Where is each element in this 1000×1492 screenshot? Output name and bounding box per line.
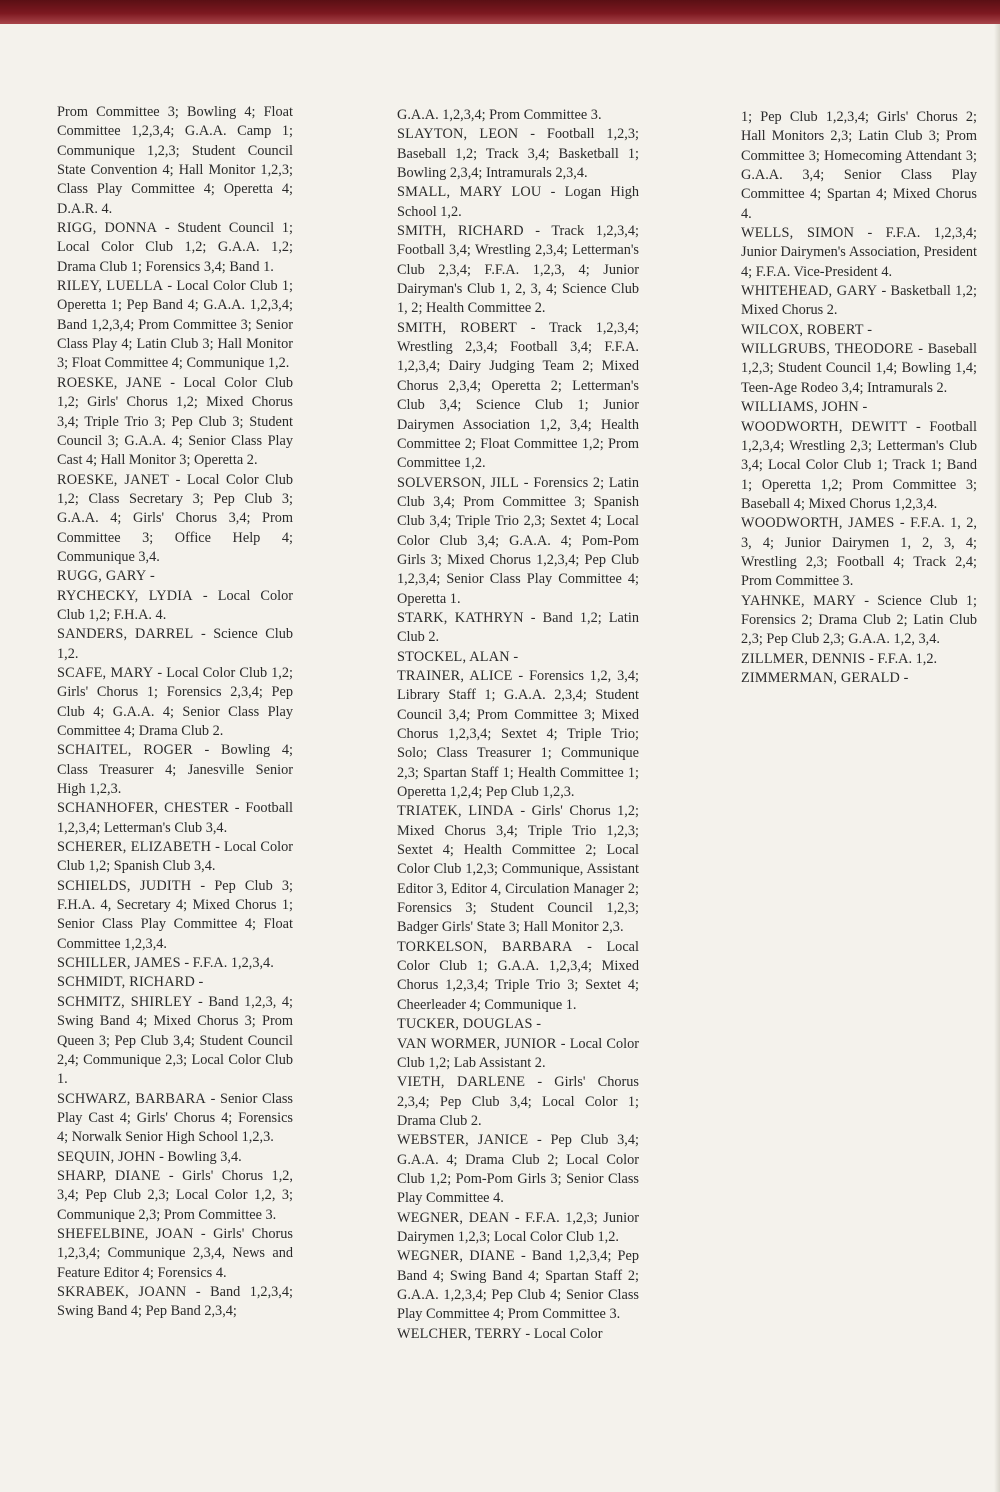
student-activities: - Forensics 2; Latin Club 3,4; Prom Committee 3; Spanish Club 3,4; Triple Trio 2,3; Sextet 4; Local Color Club 3,4; G.A.A. 4; Pom-Pom Girls 3; Mixed Chorus 1,2,3,4; Pep Club 1,2,3,4; Senior Class Play Committee 4; Operetta 1.: [397, 474, 639, 607]
student-activities: - Science Club 1,2.: [57, 626, 294, 662]
student-activities: - Local Color: [521, 1325, 603, 1342]
student-name: SKRABEK, JOANN: [57, 1283, 187, 1300]
student-name: WEBSTER, JANICE: [397, 1132, 529, 1149]
student-entry: [57, 471, 293, 568]
student-activities: -: [194, 974, 204, 991]
student-entry: [397, 938, 639, 1015]
student-entry: [741, 340, 977, 398]
student-activities: - Girls' Chorus 1,2,3,4; Communique 2,3,4, News and Feature Editor 4; Forensics 4.: [57, 1225, 293, 1281]
student-entry: [397, 106, 639, 125]
student-activities: -: [146, 568, 155, 585]
student-activities: - Local Color Club 1,2; Girls' Chorus 1; Forensics 2,3,4; Pep Club 4; G.A.A. 4; Senior Class Play Committee 4; Drama Club 2.: [57, 664, 293, 739]
student-name: WILLGRUBS, THEODORE: [741, 341, 914, 358]
student-activities: G.A.A. 1,2,3,4; Prom Committee 3.: [397, 107, 602, 123]
student-entry: [57, 587, 293, 626]
student-activities: -: [900, 669, 909, 686]
student-activities: - Pep Club 3; F.H.A. 4, Secretary 4; Mixed Chorus 1; Senior Class Play Committee 4; Float Committee 1,2,3,4.: [57, 877, 293, 952]
student-name: SCHWARZ, BARBARA: [57, 1090, 206, 1107]
top-edge-band: [0, 0, 1000, 24]
student-name: ROESKE, JANE: [57, 374, 162, 391]
student-name: SCHMIDT, RICHARD: [57, 974, 195, 991]
student-entry: [57, 973, 293, 992]
student-entry: [397, 125, 639, 183]
student-activities: - Track 1,2,3,4; Football 3,4; Wrestling 2,3,4; Letterman's Club 2,3,4; F.F.A. 1,2,3, 4; Junior Dairyman's Club 1, 2, 3, 4; Science Club 1, 2; Health Committee 2.: [397, 223, 639, 317]
student-entry: [57, 567, 293, 586]
student-entry: [57, 1283, 293, 1322]
student-entry: [57, 277, 293, 374]
student-name: STARK, KATHRYN: [397, 609, 524, 626]
student-name: TUCKER, DOUGLAS: [397, 1016, 533, 1033]
student-activities: - Pep Club 3,4; G.A.A. 4; Drama Club 2; Local Color Club 1,2; Pom-Pom Girls 3; Senior Class Play Committee 4.: [397, 1132, 640, 1207]
student-name: SMITH, RICHARD: [397, 223, 524, 240]
student-entry: [741, 592, 977, 650]
student-entry: [57, 954, 293, 973]
student-activities: - Local Color Club 1,2; Girls' Chorus 1,2; Mixed Chorus 3,4; Triple Trio 3; Pep Club 3; Student Council 3; G.A.A. 4; Senior Class Play Cast 4; Hall Monitor 3; Operetta 2.: [57, 374, 293, 469]
student-name: WHITEHEAD, GARY: [741, 283, 878, 300]
text-column-1: [57, 103, 293, 1322]
student-entry: [397, 1325, 639, 1344]
student-activities: 1; Pep Club 1,2,3,4; Girls' Chorus 2; Hall Monitors 2,3; Latin Club 3; Prom Committee 3; Homecoming Attendant 3; G.A.A. 3,4; Senior Class Play Committee 4; Spartan 4; Mixed Chorus 4.: [741, 109, 977, 222]
student-entry: [741, 321, 977, 340]
student-activities: - Band 1,2; Latin Club 2.: [397, 609, 639, 646]
student-name: WOODWORTH, DEWITT: [741, 418, 908, 435]
student-activities: - Student Council 1; Local Color Club 1,2; G.A.A. 1,2; Drama Club 1; Forensics 3,4; Band 1.: [57, 220, 293, 275]
student-entry: [397, 609, 639, 648]
student-name: YAHNKE, MARY: [741, 592, 857, 609]
student-activities: - Band 1,2,3,4; Pep Band 4; Swing Band 4; Spartan Staff 2; G.A.A. 1,2,3,4; Pep Club 4; Senior Class Play Committee 4; Prom Committee 3.: [397, 1248, 639, 1323]
student-name: WEGNER, DEAN: [397, 1209, 510, 1226]
student-activities: - F.F.A. 1,2.: [865, 650, 938, 667]
student-entry: [741, 669, 977, 688]
student-activities: - Track 1,2,3,4; Wrestling 2,3,4; Football 3,4; F.F.A. 1,2,3,4; Dairy Judging Team 2; Mixed Chorus 2,3,4; Operetta 2; Letterman's Club 3,4; Science Club 1; Junior Dairymen Association 1,2, 3,4; Health Committee 2; Float Committee 1,2; Prom Committee 1,2.: [397, 319, 639, 472]
student-name: WILCOX, ROBERT: [741, 321, 864, 338]
student-activities: - Basketball 1,2; Mixed Chorus 2.: [741, 283, 977, 319]
student-name: VAN WORMER, JUNIOR: [397, 1035, 557, 1052]
student-activities: - Baseball 1,2,3; Student Council 1,4; Bowling 1,4; Teen-Age Rodeo 3,4; Intramurals 2.: [741, 341, 978, 396]
student-name: SMALL, MARY LOU: [397, 184, 542, 201]
student-activities: -: [858, 399, 868, 416]
student-name: TRIATEK, LINDA: [397, 803, 514, 820]
student-entry: [57, 1167, 293, 1225]
student-activities: - Girls' Chorus 1,2, 3,4; Pep Club 2,3; Local Color 1,2, 3; Communique 2,3; Prom Committee 3.: [57, 1167, 293, 1223]
student-activities: - Football 1,2,3,4; Wrestling 2,3; Letterman's Club 3,4; Local Color Club 1; Track 1; Band 1; Operetta 1,2; Prom Committee 3; Baseball 4; Mixed Chorus 1,2,3,4.: [741, 418, 977, 512]
student-entry: [57, 1225, 293, 1283]
student-name: RUGG, GARY: [57, 568, 147, 585]
student-entry: [397, 1247, 639, 1324]
student-activities: - Local Color Club 1,2; Lab Assistant 2.: [397, 1035, 639, 1071]
student-entry: [57, 219, 293, 277]
student-entry: [741, 514, 977, 591]
student-name: TORKELSON, BARBARA: [397, 938, 573, 955]
student-name: ROESKE, JANET: [57, 471, 170, 488]
student-name: RYCHECKY, LYDIA: [57, 587, 193, 604]
student-activities: - Local Color Club 1; G.A.A. 1,2,3,4; Mixed Chorus 1,2,3,4; Triple Trio 3; Sextet 4; Cheerleader 4; Communique 1.: [397, 938, 639, 1013]
student-name: ZIMMERMAN, GERALD: [741, 669, 901, 686]
student-activities: - Local Color Club 1,2; Spanish Club 3,4.: [57, 839, 293, 875]
student-entry: [57, 1148, 293, 1167]
student-name: SCHAITEL, ROGER: [57, 742, 193, 759]
student-entry: [741, 418, 977, 515]
student-entry: [57, 374, 293, 471]
student-entry: [741, 224, 977, 282]
student-name: SCHANHOFER, CHESTER: [57, 800, 230, 817]
student-entry: [397, 1015, 639, 1034]
student-entry: [57, 103, 293, 219]
student-entry: [397, 319, 639, 474]
student-entry: [57, 664, 293, 741]
student-entry: [741, 282, 977, 321]
student-activities: - F.F.A. 1,2,3; Junior Dairymen 1,2,3; Local Color Club 1,2.: [397, 1209, 640, 1245]
student-entry: [741, 650, 977, 669]
student-entry: [397, 183, 639, 222]
student-activities: - Local Color Club 1,2; F.H.A. 4.: [57, 587, 293, 623]
student-entry: [397, 667, 639, 802]
student-name: SCHILLER, JAMES: [57, 955, 181, 972]
student-entry: [741, 108, 977, 224]
student-activities: - Band 1,2,3,4; Swing Band 4; Pep Band 2,3,4;: [57, 1283, 293, 1320]
student-name: WOODWORTH, JAMES: [741, 515, 895, 532]
student-activities: - Senior Class Play Cast 4; Girls' Chorus 4; Forensics 4; Norwalk Senior High School 1,2,3.: [57, 1090, 293, 1146]
student-activities: - Local Color Club 1,2; Class Secretary 3; Pep Club 3; G.A.A. 4; Girls' Chorus 3,4; Prom Committee 3; Office Help 4; Communique 3,4.: [57, 471, 293, 565]
student-name: RILEY, LUELLA: [57, 278, 164, 295]
student-activities: - F.F.A. 1, 2, 3, 4; Junior Dairymen 1, 2, 3, 4; Wrestling 2,3; Football 4; Track 2,4; Prom Committee 3.: [741, 515, 978, 590]
student-name: WEGNER, DIANE: [397, 1248, 515, 1265]
student-name: SCHMITZ, SHIRLEY: [57, 993, 193, 1010]
student-activities: - Logan High School 1,2.: [397, 184, 640, 220]
student-activities: - Forensics 1,2, 3,4; Library Staff 1; G.A.A. 2,3,4; Student Council 3,4; Prom Committee 3; Mixed Chorus 1,2,3,4; Sextet 4; Triple Trio; Solo; Class Treasurer 1; Communique 2,3; Spartan Staff 1; Health Committee 1; Operetta 1,2,4; Pep Club 1,2,3.: [397, 667, 639, 801]
student-name: SCHIELDS, JUDITH: [57, 877, 192, 894]
student-name: SLAYTON, LEON: [397, 126, 519, 143]
student-entry: [57, 799, 293, 838]
student-name: WELLS, SIMON: [741, 225, 855, 242]
student-name: SCHERER, ELIZABETH: [57, 839, 212, 856]
student-entry: [57, 625, 293, 664]
student-name: SHEFELBINE, JOAN: [57, 1225, 194, 1242]
student-entry: [57, 877, 293, 954]
student-name: RIGG, DONNA: [57, 220, 158, 237]
student-activities: - Local Color Club 1; Operetta 1; Pep Band 4; G.A.A. 1,2,3,4; Band 1,2,3,4; Prom Committee 3; Senior Class Play 4; Latin Club 3; Hall Monitor 3; Float Committee 4; Communique 1,2.: [57, 278, 293, 372]
student-activities: -: [509, 648, 519, 665]
text-column-3: [741, 108, 977, 688]
student-name: WILLIAMS, JOHN: [741, 399, 859, 416]
student-name: SMITH, ROBERT: [397, 319, 517, 336]
student-name: STOCKEL, ALAN: [397, 648, 510, 665]
student-name: SANDERS, DARREL: [57, 626, 194, 643]
student-entry: [397, 1131, 639, 1208]
student-entry: [57, 741, 293, 799]
student-name: VIETH, DARLENE: [397, 1074, 526, 1091]
student-entry: [397, 648, 639, 667]
student-activities: - Football 1,2,3; Baseball 1,2; Track 3,4; Basketball 1; Bowling 2,3,4; Intramurals 2,3,4.: [397, 126, 639, 182]
student-entry: [397, 474, 639, 609]
student-activities: Prom Committee 3; Bowling 4; Float Committee 1,2,3,4; G.A.A. Camp 1; Communique 1,2,3; Student Council State Convention 4; Hall Monitor 1,2,3; Class Play Committee 4; Operetta 4; D.A.R. 4.: [57, 104, 293, 217]
student-name: TRAINER, ALICE: [397, 667, 513, 684]
student-activities: - F.F.A. 1,2,3,4.: [180, 955, 274, 972]
student-name: SEQUIN, JOHN: [57, 1148, 156, 1165]
student-name: SHARP, DIANE: [57, 1167, 161, 1184]
student-entry: [397, 802, 639, 937]
student-activities: - F.F.A. 1,2,3,4; Junior Dairymen's Association, President 4; F.F.A. Vice-President 4.: [741, 225, 977, 280]
student-entry: [397, 1073, 639, 1131]
student-name: SOLVERSON, JILL: [397, 474, 520, 491]
student-activities: - Girls' Chorus 2,3,4; Pep Club 3,4; Local Color 1; Drama Club 2.: [397, 1074, 639, 1129]
student-entry: [57, 993, 293, 1090]
student-entry: [397, 1035, 639, 1074]
student-entry: [57, 1090, 293, 1148]
student-name: SCAFE, MARY: [57, 664, 154, 681]
student-activities: - Bowling 3,4.: [155, 1148, 242, 1165]
student-name: ZILLMER, DENNIS: [741, 650, 866, 667]
student-activities: -: [532, 1016, 541, 1033]
student-activities: -: [863, 321, 873, 338]
student-entry: [397, 222, 639, 319]
student-entry: [57, 838, 293, 877]
student-name: WELCHER, TERRY: [397, 1325, 522, 1342]
student-activities: - Girls' Chorus 1,2; Mixed Chorus 3,4; Triple Trio 1,2,3; Sextet 4; Health Committee 2; Local Color Club 1,2,3; Communique, Assistant Editor 3, Editor 4, Circulation Manager 2; Forensics 3; Student Council 1,2,3; Badger Girls' State 3; Hall Monitor 2,3.: [397, 803, 639, 936]
text-column-2: [397, 106, 639, 1344]
student-entry: [741, 398, 977, 417]
student-activities: - Band 1,2,3, 4; Swing Band 4; Mixed Chorus 3; Prom Queen 3; Pep Club 3,4; Student Council 2,4; Communique 2,3; Local Color Club 1.: [57, 993, 293, 1088]
student-activities: - Science Club 1; Forensics 2; Drama Club 2; Latin Club 2,3; Pep Club 2,3; G.A.A. 1,2, 3,4.: [741, 592, 977, 648]
student-activities: - Bowling 4; Class Treasurer 4; Janesville Senior High 1,2,3.: [57, 742, 293, 798]
student-activities: - Football 1,2,3,4; Letterman's Club 3,4.: [57, 800, 293, 836]
student-entry: [397, 1209, 639, 1248]
